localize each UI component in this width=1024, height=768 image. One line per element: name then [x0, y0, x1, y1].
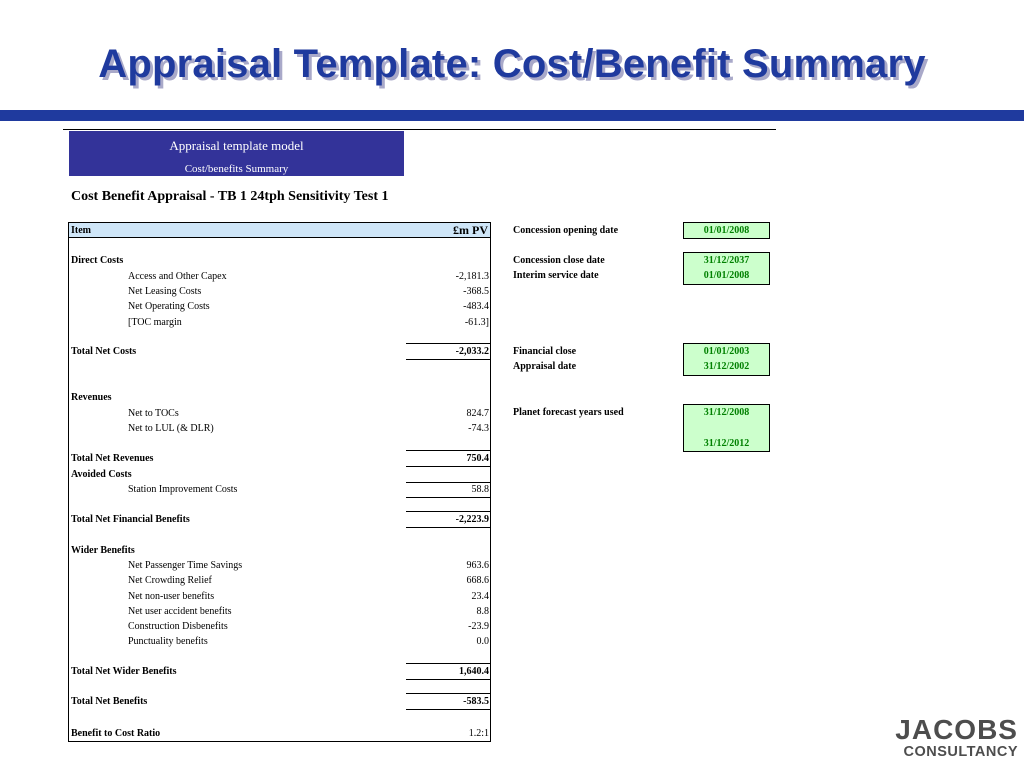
row-value: 750.4 — [466, 453, 489, 464]
concession-close-label: Concession close date — [513, 255, 605, 266]
financial-dates-box — [683, 343, 770, 376]
planet-forecast-box — [683, 404, 770, 452]
table-row — [69, 482, 490, 497]
model-header-box — [69, 131, 404, 176]
header-pv: £m PV — [453, 223, 488, 237]
row-label: Access and Other Capex — [128, 271, 227, 282]
divider-line — [63, 129, 776, 130]
appraisal-date-label: Appraisal date — [513, 361, 577, 372]
row-label: Total Net Financial Benefits — [71, 514, 190, 525]
total-row — [69, 344, 490, 359]
row-label: Net to TOCs — [128, 408, 179, 419]
concession-dates-box — [683, 252, 770, 285]
total-row — [69, 512, 490, 527]
table-row — [69, 269, 490, 284]
planet-forecast-value-1: 31/12/2008 — [703, 407, 750, 418]
row-value: -2,223.9 — [455, 514, 489, 525]
row-value: 1.2:1 — [468, 728, 489, 739]
title-rule — [0, 110, 1024, 121]
section-direct-costs — [69, 253, 490, 268]
table-row — [69, 315, 490, 330]
total-row — [69, 664, 490, 679]
row-value: 824.7 — [466, 408, 489, 419]
planet-forecast-label: Planet forecast years used — [513, 407, 624, 418]
total-row — [69, 451, 490, 466]
slide-title: Appraisal Template: Cost/Benefit Summary — [98, 42, 926, 86]
row-value: -74.3 — [468, 423, 489, 434]
row-label: Total Net Wider Benefits — [71, 666, 177, 677]
section-wider-benefits — [69, 543, 490, 558]
row-value: -2,033.2 — [455, 346, 489, 357]
header-item: Item — [71, 225, 91, 236]
row-value: 23.4 — [471, 591, 489, 602]
concession-opening-label: Concession opening date — [513, 225, 619, 236]
row-label: Net user accident benefits — [128, 606, 232, 617]
row-value: -2,181.3 — [455, 271, 489, 282]
section-avoided-costs — [69, 467, 490, 482]
total-row — [69, 694, 490, 709]
table-header — [69, 223, 490, 238]
table-row — [69, 284, 490, 299]
row-value: 668.6 — [466, 575, 489, 586]
row-value: 0.0 — [476, 636, 489, 647]
spacer — [684, 420, 769, 436]
total-rule — [406, 527, 490, 528]
total-rule — [406, 359, 490, 360]
model-subtitle: Cost/benefits Summary — [184, 163, 289, 175]
cost-benefit-table — [68, 222, 491, 742]
table-row — [69, 421, 490, 436]
row-value: -61.3] — [464, 317, 489, 328]
section-label: Wider Benefits — [71, 545, 135, 556]
jacobs-logo — [895, 716, 1018, 760]
row-value: 1,640.4 — [459, 666, 489, 677]
row-label: Net to LUL (& DLR) — [128, 423, 214, 434]
section-revenues — [69, 390, 490, 405]
total-rule — [406, 709, 490, 710]
row-label: Benefit to Cost Ratio — [71, 728, 161, 739]
section-label: Revenues — [71, 392, 112, 403]
interim-service-label: Interim service date — [513, 270, 599, 281]
total-rule — [406, 497, 490, 498]
row-label: Net Crowding Relief — [128, 575, 212, 586]
row-label: [TOC margin — [128, 317, 182, 328]
row-label: Construction Disbenefits — [128, 621, 228, 632]
row-label: Net non-user benefits — [128, 591, 215, 602]
row-value: -583.5 — [463, 696, 489, 707]
logo-line2: CONSULTANCY — [903, 744, 1018, 760]
financial-close-value: 01/01/2003 — [703, 346, 750, 357]
table-row — [69, 573, 490, 588]
row-value: 58.8 — [471, 484, 489, 495]
row-value: -483.4 — [463, 301, 489, 312]
table-row — [69, 604, 490, 619]
planet-forecast-value-2: 31/12/2012 — [703, 438, 750, 449]
table-row — [69, 619, 490, 634]
row-value: 963.6 — [466, 560, 489, 571]
total-rule — [406, 679, 490, 680]
row-value: -368.5 — [463, 286, 489, 297]
section-label: Direct Costs — [71, 255, 124, 266]
logo-line1: JACOBS — [895, 714, 1018, 745]
financial-close-label: Financial close — [513, 346, 577, 357]
concession-close-value: 31/12/2037 — [703, 255, 750, 266]
bcr-row — [69, 726, 490, 741]
row-value: 8.8 — [476, 606, 489, 617]
table-row — [69, 589, 490, 604]
model-title: Appraisal template model — [169, 138, 304, 153]
interim-service-value: 01/01/2008 — [703, 270, 750, 281]
row-label: Net Passenger Time Savings — [128, 560, 243, 571]
row-value: -23.9 — [468, 621, 489, 632]
row-label: Punctuality benefits — [128, 636, 208, 647]
concession-opening-value: 01/01/2008 — [683, 222, 770, 239]
row-label: Total Net Revenues — [71, 453, 154, 464]
row-label: Total Net Costs — [71, 346, 137, 357]
row-label: Station Improvement Costs — [128, 484, 238, 495]
section-label: Avoided Costs — [71, 469, 132, 480]
row-label: Net Operating Costs — [128, 301, 210, 312]
table-row — [69, 299, 490, 314]
table-title: Cost Benefit Appraisal - TB 1 24tph Sensitivity Test 1 — [71, 189, 389, 204]
appraisal-date-value: 31/12/2002 — [703, 361, 750, 372]
row-label: Total Net Benefits — [71, 696, 148, 707]
row-label: Net Leasing Costs — [128, 286, 202, 297]
table-row — [69, 558, 490, 573]
table-row — [69, 406, 490, 421]
table-row — [69, 634, 490, 649]
